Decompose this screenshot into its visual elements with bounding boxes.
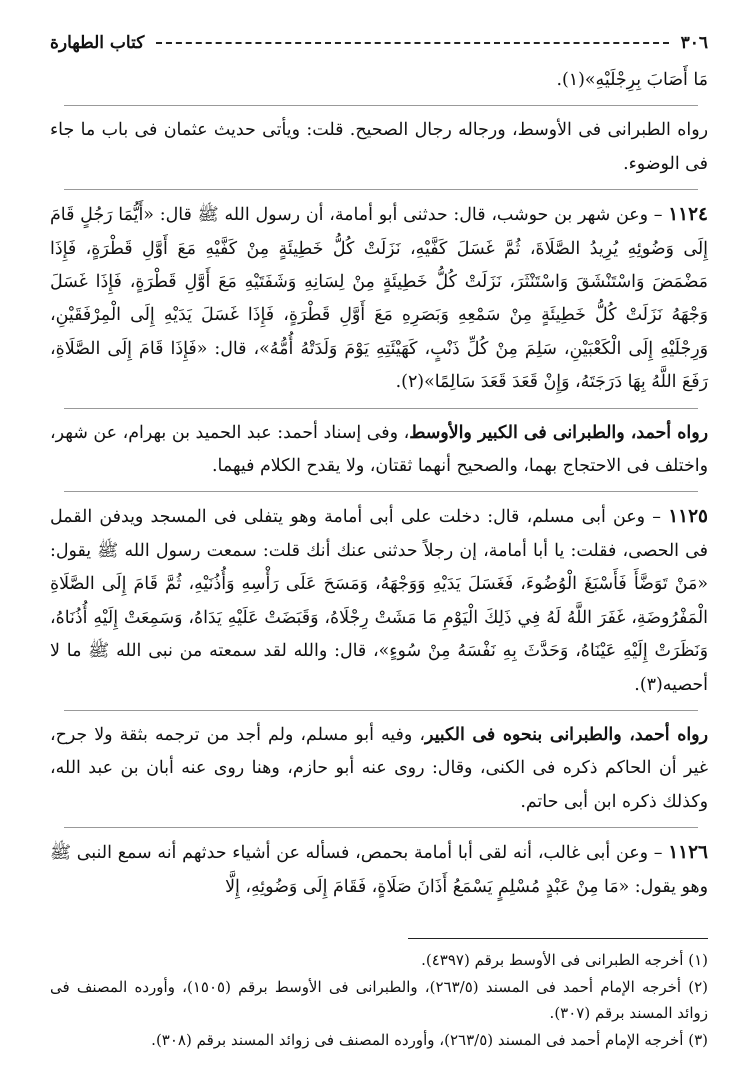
footnotes [50,938,708,1053]
book-title: كتاب الطهارة [50,33,145,53]
commentary-paragraph [50,417,708,484]
footnote-1: (١) أخرجه الطبرانى فى الأوسط برقم (٤٣٩٧). [421,951,708,969]
hadith-1126 [50,836,708,904]
hadith-1124 [50,198,708,399]
continuation-line: مَا أَصَابَ بِرِجْلَيْهِ»(١). [556,70,708,90]
separator-line [64,408,698,409]
footnote-3: (٣) أخرجه الإمام أحمد فى المسند (٢٦٣/٥)، وأورده المصنف فى زوائد المسند برقم (٣٠٨). [151,1030,708,1049]
main-text [50,64,708,904]
hadith-1125 [50,500,708,701]
footnote-rule [408,938,708,939]
commentary-paragraph: رواه الطبرانى فى الأوسط، ورجاله رجال الصحيح. قلت: ويأتى حديث عثمان فى باب ما جاء فى الوضوء. [50,120,708,174]
separator-line [64,710,698,711]
page-header [50,28,708,58]
header-dashed-rule [156,42,668,44]
separator-line [64,189,698,190]
page-number: ٣٠٦ [680,33,708,53]
source-citation: رواه أحمد، والطبرانى بنحوه فى الكبير [424,724,708,745]
commentary-paragraph [50,719,708,819]
separator-line [64,491,698,492]
hadith-number: ١١٢٦ [668,842,708,864]
footnote-2: (٢) أخرجه الإمام أحمد فى المسند (٢٦٣/٥)، والطبرانى فى الأوسط برقم (١٥٠٥)، وأورده المصنف فى زوائد المسند برقم (٣٠٧). [50,977,708,1022]
commentary-text: ، وفيه أبو مسلم، ولم أجد من ترجمه بثقة ولا جرح، غير أن الحاكم ذكره فى الكنى، وقال: روى عنه أبو حازم، وهنا روى عنه أبان بن عبد الله، وكذلك ذكره ابن أبى حاتم. [50,724,708,812]
source-citation: رواه أحمد، والطبرانى فى الكبير والأوسط [409,422,708,443]
hadith-text: – وعن أبى مسلم، قال: دخلت على أبى أمامة وهو يتفلى فى المسجد ويدفن القمل فى الحصى، فقلت: يا أبا أمامة، إن رجلاً حدثنى عنك أنك قلت: سمعت رسول الله ﷺ يقول: «مَنْ تَوَضَّأَ فَأَسْبَغَ الْوُضُوءَ، فَغَسَلَ يَدَيْهِ وَوَجْهَهُ، وَمَسَحَ عَلَى رَأْسِهِ وَأُذُنَيْهِ، ثُمَّ قَامَ إِلَى الصَّلَاةِ الْمَفْرُوضَةِ، غَفَرَ اللَّهُ لَهُ فِي ذَلِكَ الْيَوْمِ مَا مَشَتْ رِجْلَاهُ، وَقَبَضَتْ عَلَيْهِ يَدَاهُ، وَسَمِعَتْ إِلَيْهِ أُذُنَاهُ، وَنَظَرَتْ إِلَيْهِ عَيْنَاهُ، وَحَدَّثَ بِهِ نَفْسَهُ مِنْ سُوءٍ»، قال: والله لقد سمعته من نبى الله ﷺ ما لا أحصيه(٣). [50,507,708,695]
separator-line [64,105,698,106]
hadith-number: ١١٢٤ [668,204,708,226]
separator-line [64,827,698,828]
commentary-text: ، وفى إسناد أحمد: عبد الحميد بن بهرام، عن شهر، واختلف فى الاحتجاج بهما، والصحيح أنهما ثقتان، ولا يقدح الكلام فيهما. [50,422,708,477]
hadith-text: – وعن أبى غالب، أنه لقى أبا أمامة بحمص، فسأله عن أشياء حدثهم أنه سمع النبى ﷺ وهو يقول: «مَا مِنْ عَبْدٍ مُسْلِمٍ يَسْمَعُ أَذَانَ صَلَاةٍ، فَقَامَ إِلَى وَضُوئِهِ، إِلَّا [50,843,708,897]
hadith-number: ١١٢٥ [668,506,708,528]
hadith-text: – وعن شهر بن حوشب، قال: حدثنى أبو أمامة، أن رسول الله ﷺ قال: «أَيُّمَا رَجُلٍ قَامَ إِلَى وَضُوئِهِ يُرِيدُ الصَّلَاةَ، ثُمَّ غَسَلَ كَفَّيْهِ، نَزَلَتْ كُلُّ خَطِيئَةٍ مِنْ كَفَّيْهِ مَعَ أَوَّلِ قَطْرَةٍ، فَإِذَا مَضْمَضَ وَاسْتَنْشَقَ وَاسْتَنْثَرَ، نَزَلَتْ كُلُّ خَطِيئَةٍ مِنْ لِسَانِهِ وَشَفَتَيْهِ مَعَ أَوَّلِ قَطْرَةٍ، فَإِذَا غَسَلَ وَجْهَهُ نَزَلَتْ كُلُّ خَطِيئَةٍ مِنْ سَمْعِهِ وَبَصَرِهِ مَعَ أَوَّلِ قَطْرَةٍ، فَإِذَا غَسَلَ يَدَيْهِ إِلَى الْمِرْفَقَيْنِ، وَرِجْلَيْهِ إِلَى الْكَعْبَيْنِ، سَلِمَ مِنْ كُلِّ ذَنْبٍ، كَهَيْئَتِهِ يَوْمَ وَلَدَتْهُ أُمُّهُ»، قال: «فَإِذَا قَامَ إِلَى الصَّلَاةِ، رَفَعَ اللَّهُ بِهَا دَرَجَتَهُ، وَإِنْ قَعَدَ قَعَدَ سَالِمًا»(٢). [50,205,708,393]
